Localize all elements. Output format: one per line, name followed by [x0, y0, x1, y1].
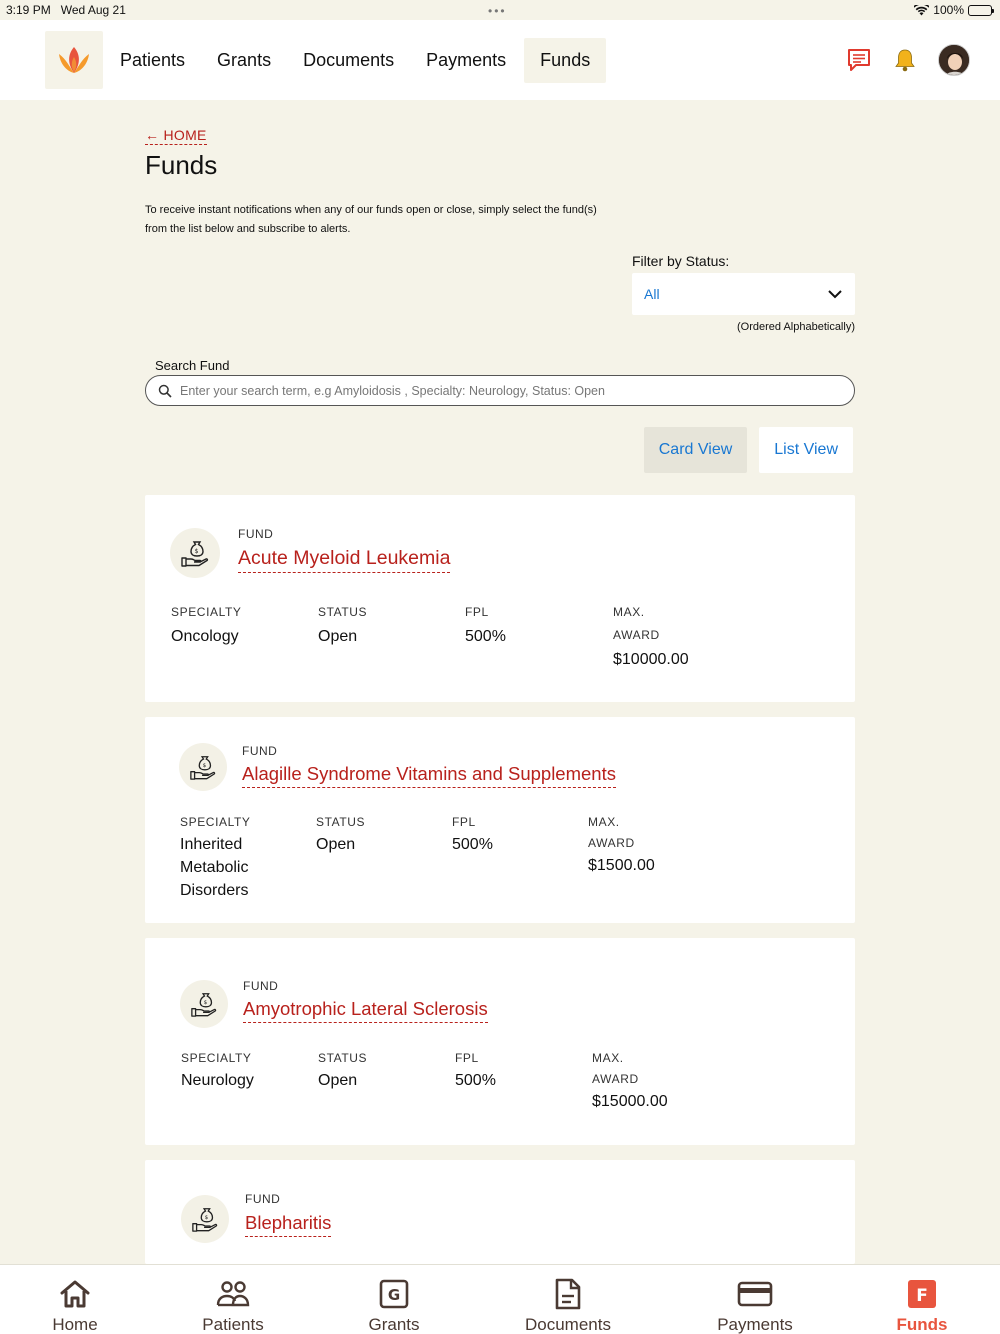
status-label: STATUS [316, 815, 366, 829]
card-view-button[interactable]: Card View [644, 427, 748, 473]
view-toggle [644, 427, 853, 473]
svg-text:F: F [916, 1286, 928, 1306]
back-home-link[interactable]: ← HOME [145, 127, 207, 143]
max-award-value: $15000.00 [592, 1093, 668, 1110]
bottom-tab-bar [0, 1264, 1000, 1334]
search-icon [158, 384, 172, 398]
fpl-column [452, 815, 493, 856]
page-title: Funds [145, 150, 218, 180]
intro-text: To receive instant notifications when any of our funds open or close, simply select the fund(s) from the list below and subscribe to alerts. [145, 204, 597, 235]
fund-name-link[interactable]: Alagille Syndrome Vitamins and Supplements [242, 763, 616, 788]
status-filter-select[interactable] [632, 273, 855, 315]
fund-card[interactable] [145, 1160, 855, 1264]
fund-kicker: FUND [242, 744, 278, 758]
specialty-column [181, 1051, 254, 1092]
award-label: AWARD [592, 1072, 639, 1086]
funds-icon [907, 1279, 937, 1309]
status-right [914, 3, 992, 17]
specialty-label: SPECIALTY [180, 815, 251, 829]
nav-patients[interactable]: Patients [120, 50, 186, 70]
award-label: AWARD [613, 628, 660, 642]
fund-name-link[interactable]: Amyotrophic Lateral Sclerosis [243, 998, 488, 1023]
battery-text: 100% [933, 3, 964, 17]
avatar[interactable] [938, 44, 970, 76]
fpl-column [465, 605, 506, 648]
tab-grants-label: Grants [368, 1315, 420, 1334]
lotus-logo-icon [56, 45, 92, 75]
fund-card[interactable] [145, 938, 855, 1145]
credit-card-icon [737, 1280, 773, 1308]
status-value: Open [318, 1072, 358, 1089]
max-award-value: $10000.00 [613, 651, 689, 668]
nav-icons [846, 44, 970, 76]
search-label: Search Fund [155, 358, 230, 373]
specialty-label: SPECIALTY [171, 605, 242, 619]
fund-kicker: FUND [245, 1192, 281, 1206]
chevron-down-icon [827, 289, 843, 299]
max-label: MAX. [588, 815, 620, 829]
tab-home-label: Home [52, 1315, 98, 1334]
specialty-value: Neurology [181, 1072, 254, 1089]
svg-text:$: $ [203, 1000, 208, 1006]
status-value: Open [316, 836, 356, 853]
fpl-label: FPL [455, 1051, 479, 1065]
fpl-label: FPL [465, 605, 489, 619]
fund-card[interactable] [145, 717, 855, 923]
max-label: MAX. [592, 1051, 624, 1065]
status-label: STATUS [318, 605, 368, 619]
tab-home[interactable] [15, 1277, 135, 1334]
nav-funds[interactable]: Funds [524, 38, 606, 83]
max-award-column [588, 815, 655, 877]
fpl-value: 500% [455, 1072, 496, 1089]
nav-payments[interactable]: Payments [426, 50, 507, 70]
fund-card[interactable] [145, 495, 855, 702]
fund-kicker: FUND [238, 527, 274, 541]
svg-text:$: $ [204, 1215, 209, 1221]
status-bar [0, 0, 1000, 20]
status-time: 3:19 PM Wed Aug 21 [6, 3, 126, 17]
filter-value: All [644, 286, 660, 302]
tab-funds-label: Funds [896, 1315, 948, 1334]
fpl-column [455, 1051, 496, 1092]
fpl-label: FPL [452, 815, 476, 829]
max-award-column [592, 1051, 668, 1113]
fund-name-link[interactable]: Acute Myeloid Leukemia [238, 547, 450, 573]
tab-documents[interactable] [508, 1277, 628, 1334]
money-hand-icon [179, 743, 227, 791]
nav-grants[interactable]: Grants [217, 50, 272, 70]
user-avatar-icon [939, 45, 970, 76]
tab-grants[interactable] [334, 1277, 454, 1334]
list-view-button[interactable]: List View [759, 427, 853, 473]
fund-kicker: FUND [243, 979, 279, 993]
people-icon [216, 1279, 250, 1309]
tab-patients-label: Patients [202, 1315, 264, 1334]
svg-text:G: G [387, 1286, 401, 1304]
money-hand-icon [170, 528, 220, 578]
status-column [318, 1051, 367, 1092]
search-input[interactable] [180, 384, 842, 398]
fpl-value: 500% [465, 628, 506, 645]
specialty-label: SPECIALTY [181, 1051, 252, 1065]
max-award-value: $1500.00 [588, 857, 655, 874]
top-nav [0, 20, 1000, 100]
nav-links [104, 38, 606, 83]
money-hand-icon [181, 1195, 229, 1243]
specialty-column [171, 605, 242, 648]
tab-documents-label: Documents [525, 1315, 611, 1334]
status-column [316, 815, 365, 856]
nav-documents[interactable]: Documents [303, 50, 395, 70]
tab-payments[interactable] [695, 1277, 815, 1334]
svg-text:$: $ [194, 548, 199, 555]
status-label: STATUS [318, 1051, 368, 1065]
money-hand-icon [180, 980, 228, 1028]
multitask-dots[interactable]: ••• [488, 4, 507, 18]
fpl-value: 500% [452, 836, 493, 853]
document-icon [554, 1278, 582, 1310]
tab-payments-label: Payments [717, 1315, 793, 1334]
tab-funds[interactable] [862, 1277, 982, 1334]
bell-icon[interactable] [892, 47, 918, 73]
status-value: Open [318, 628, 358, 645]
app-logo[interactable] [45, 31, 103, 89]
svg-text:$: $ [202, 763, 207, 769]
filter-label: Filter by Status: [632, 253, 730, 269]
max-label: MAX. [613, 605, 645, 619]
fund-name-link[interactable]: Blepharitis [245, 1212, 331, 1237]
chat-icon[interactable] [846, 47, 872, 73]
grants-icon [379, 1279, 409, 1309]
award-label: AWARD [588, 836, 635, 850]
specialty-value: Inherited Metabolic Disorders [180, 836, 249, 899]
specialty-value: Oncology [171, 628, 239, 645]
status-column [318, 605, 367, 648]
max-award-column [613, 605, 689, 671]
wifi-icon [914, 5, 929, 16]
battery-icon [968, 5, 992, 16]
tab-patients[interactable] [173, 1277, 293, 1334]
search-box[interactable] [145, 375, 855, 406]
home-icon [59, 1279, 91, 1309]
specialty-column [180, 815, 290, 902]
order-note: (Ordered Alphabetically) [736, 321, 855, 333]
